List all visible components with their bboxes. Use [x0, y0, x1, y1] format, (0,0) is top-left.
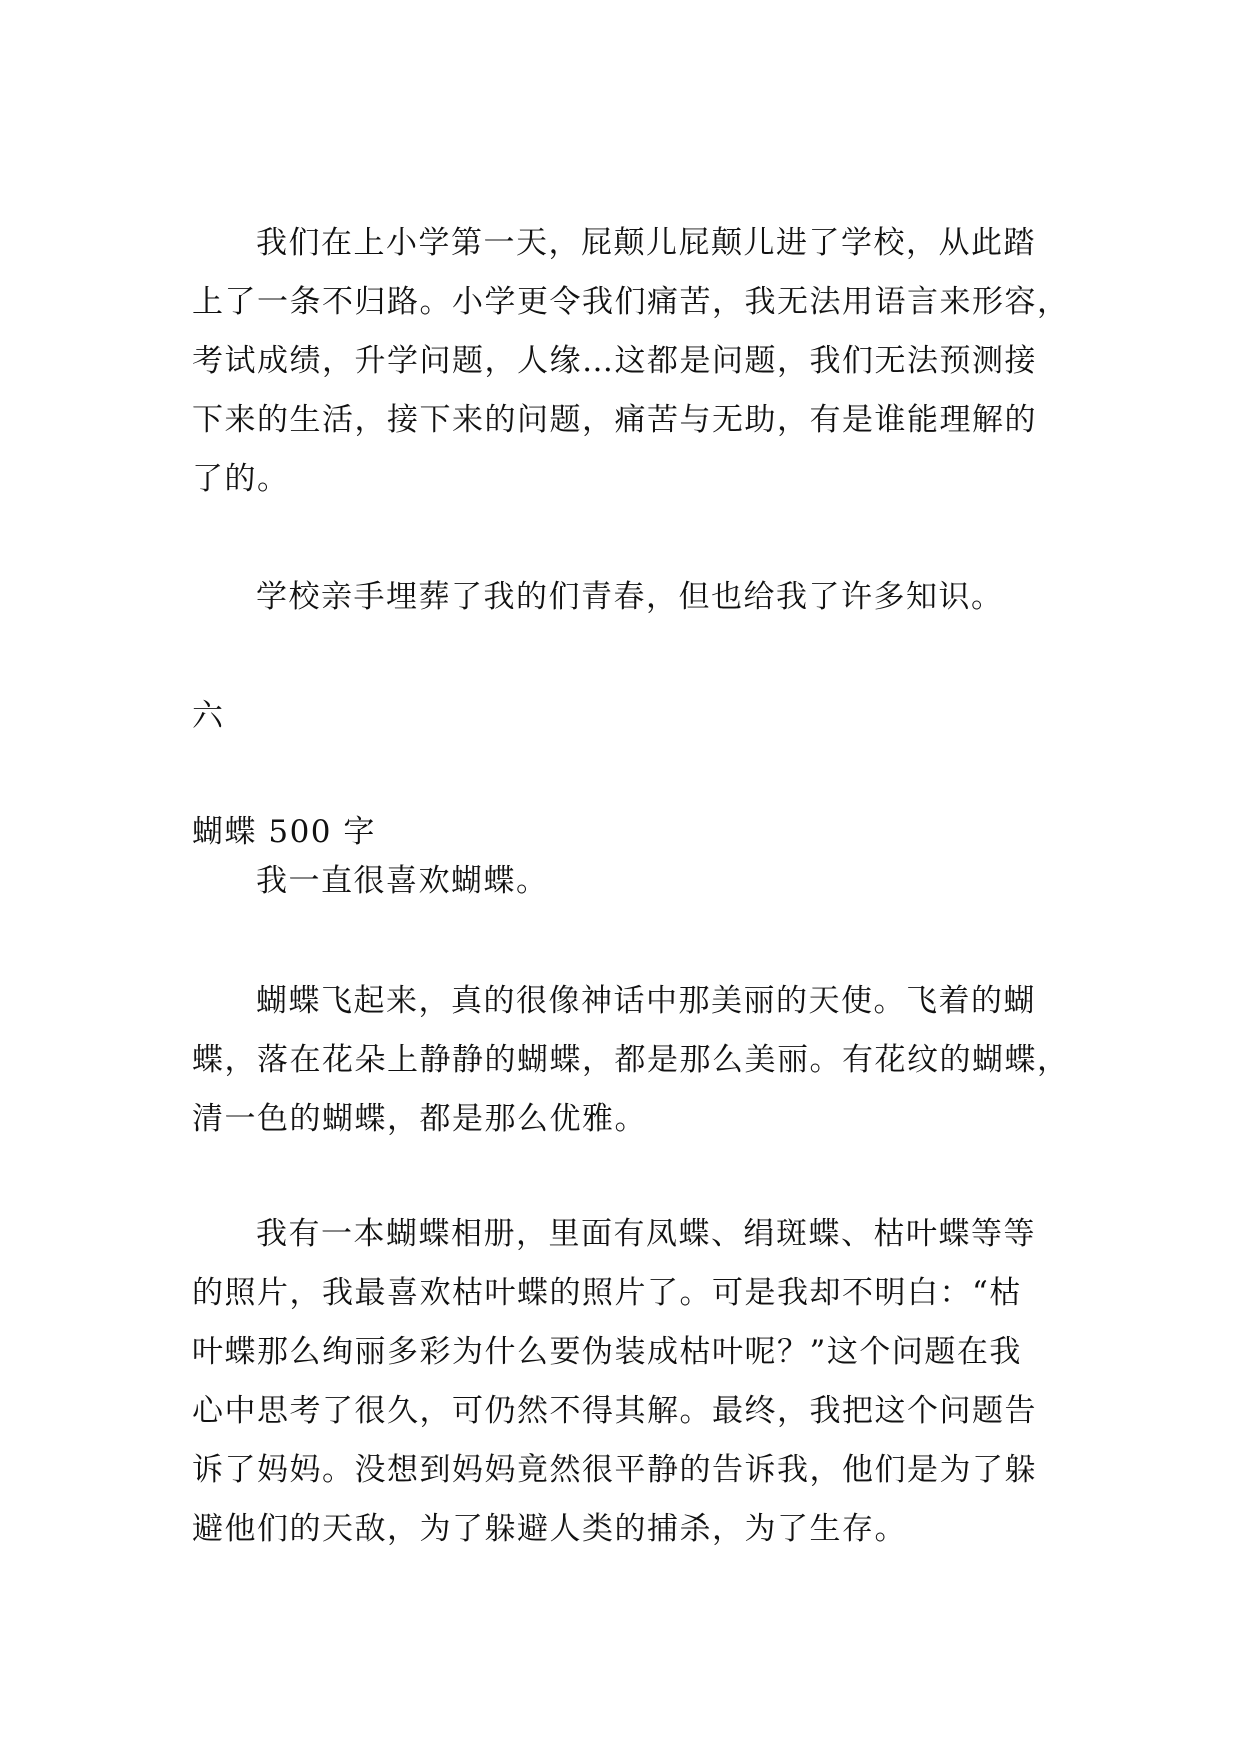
paragraph-butterfly-album [192, 1205, 1052, 1559]
paragraph-line: 诉了妈妈。没想到妈妈竟然很平静的告诉我，他们是为了躲 [192, 1452, 1037, 1488]
paragraph-school-life [192, 214, 1070, 509]
paragraph-butterfly-intro [192, 852, 1052, 911]
paragraph-line: 的照片，我最喜欢枯叶蝶的照片了。可是我却不明白：“枯 [192, 1275, 1022, 1311]
paragraph-line: 我们在上小学第一天，屁颠儿屁颠儿进了学校，从此踏 [256, 225, 1036, 261]
paragraph-line: 清一色的蝴蝶，都是那么优雅。 [192, 1101, 647, 1137]
paragraph-butterfly-description [192, 972, 1070, 1149]
paragraph-school-summary [192, 568, 1052, 627]
essay-title-text: 蝴蝶 500 字 [192, 814, 376, 850]
paragraph-line: 叶蝶那么绚丽多彩为什么要伪装成枯叶呢？”这个问题在我 [192, 1334, 1022, 1370]
paragraph-line: 蝴蝶飞起来，真的很像神话中那美丽的天使。飞着的蝴 [256, 983, 1036, 1019]
paragraph-line: 了的。 [192, 461, 290, 497]
paragraph-line: 我一直很喜欢蝴蝶。 [256, 863, 549, 899]
paragraph-line: 避他们的天敌，为了躲避人类的捕杀，为了生存。 [192, 1511, 907, 1547]
paragraph-line: 心中思考了很久，可仍然不得其解。最终，我把这个问题告 [192, 1393, 1037, 1429]
paragraph-line: 考试成绩，升学问题，人缘…这都是问题，我们无法预测接 [192, 343, 1037, 379]
paragraph-line: 下来的生活，接下来的问题，痛苦与无助，有是谁能理解的 [192, 402, 1037, 438]
section-number [192, 687, 1052, 746]
paragraph-line: 学校亲手埋葬了我的们青春，但也给我了许多知识。 [256, 579, 1004, 615]
paragraph-line: 我有一本蝴蝶相册，里面有凤蝶、绢斑蝶、枯叶蝶等等 [256, 1216, 1036, 1252]
paragraph-line: 蝶，落在花朵上静静的蝴蝶，都是那么美丽。有花纹的蝴蝶， [192, 1042, 1070, 1078]
section-number-text: 六 [192, 698, 225, 734]
paragraph-line: 上了一条不归路。小学更令我们痛苦，我无法用语言来形容， [192, 284, 1070, 320]
